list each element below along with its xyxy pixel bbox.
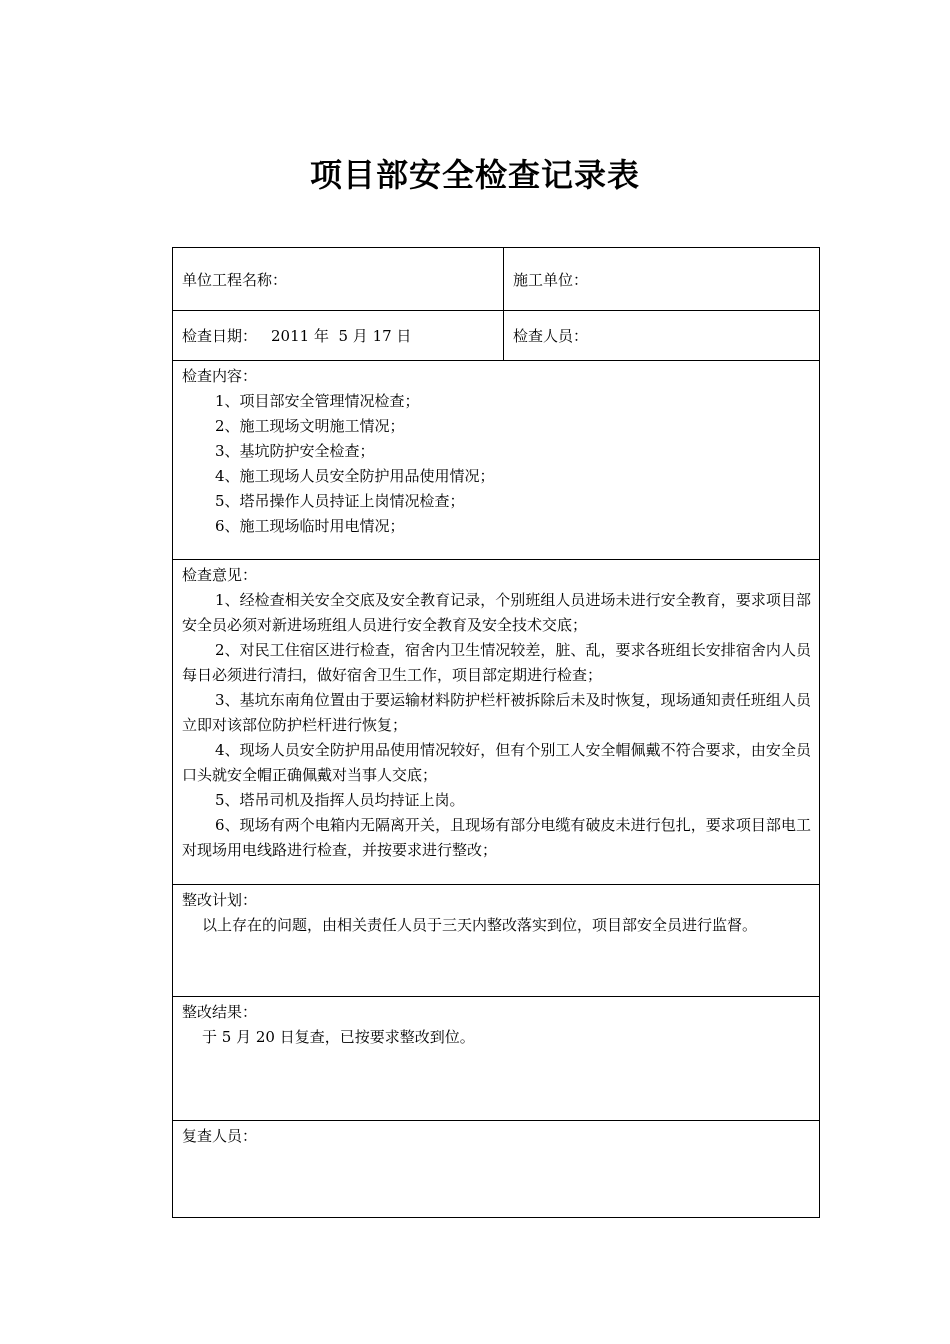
- check-opinion-section: [173, 559, 819, 884]
- rectification-result-label: 整改结果：: [182, 1003, 258, 1021]
- check-content-item: 5、塔吊操作人员持证上岗情况检查；: [215, 492, 465, 510]
- check-content-section: [173, 360, 819, 559]
- check-date-value: 2011 年 5 月 17 日: [271, 327, 412, 345]
- check-date-label: 检查日期：: [182, 327, 258, 345]
- inspector-label: 检查人员：: [513, 327, 589, 345]
- project-name-label: 单位工程名称：: [182, 270, 288, 289]
- contractor-cell: [504, 248, 819, 310]
- rectification-plan-label: 整改计划：: [182, 891, 258, 909]
- check-content-item: 6、施工现场临时用电情况；: [215, 517, 405, 535]
- contractor-label: 施工单位：: [513, 270, 589, 289]
- reviewer-label: 复查人员：: [182, 1127, 258, 1145]
- check-opinion-item: 2、对民工住宿区进行检查，宿舍内卫生情况较差，脏、乱，要求各班组长安排宿舍内人员每日必须进行清扫，做好宿舍卫生工作，项目部定期进行检查；: [182, 641, 811, 684]
- form-row-project: [173, 248, 819, 310]
- check-content-item: 2、施工现场文明施工情况；: [215, 417, 405, 435]
- check-content-item: 4、施工现场人员安全防护用品使用情况；: [215, 467, 495, 485]
- project-name-cell: [173, 248, 504, 310]
- rectification-result-section: [173, 996, 819, 1120]
- check-content-label: 检查内容：: [182, 367, 258, 385]
- check-opinion-item: 4、现场人员安全防护用品使用情况较好，但有个别工人安全帽佩戴不符合要求，由安全员口头就安全帽正确佩戴对当事人交底；: [182, 741, 811, 784]
- form-row-date: [173, 310, 819, 360]
- check-opinion-item: 1、经检查相关安全交底及安全教育记录，个别班组人员进场未进行安全教育，要求项目部安全员必须对新进场班组人员进行安全教育及安全技术交底；: [182, 591, 811, 634]
- check-opinion-item: 6、现场有两个电箱内无隔离开关，且现场有部分电缆有破皮未进行包扎，要求项目部电工对现场用电线路进行检查，并按要求进行整改；: [182, 816, 811, 859]
- inspection-form-table: [172, 247, 820, 1218]
- check-content-item: 1、项目部安全管理情况检查；: [215, 392, 420, 410]
- check-content-item: 3、基坑防护安全检查；: [215, 442, 375, 460]
- check-opinion-label: 检查意见：: [182, 566, 258, 584]
- check-opinion-item: 5、塔吊司机及指挥人员均持证上岗。: [215, 791, 465, 809]
- page-title: 项目部安全检查记录表: [309, 156, 640, 194]
- check-opinion-item: 3、基坑东南角位置由于要运输材料防护栏杆被拆除后未及时恢复，现场通知责任班组人员立即对该部位防护栏杆进行恢复；: [182, 691, 811, 734]
- inspector-cell: [504, 311, 819, 360]
- check-date-cell: [173, 311, 504, 360]
- rectification-result-text: 于 5 月 20 日复查，已按要求整改到位。: [202, 1028, 475, 1046]
- rectification-plan-section: [173, 884, 819, 996]
- reviewer-section: [173, 1120, 819, 1217]
- rectification-plan-text: 以上存在的问题，由相关责任人员于三天内整改落实到位，项目部安全员进行监督。: [202, 916, 758, 934]
